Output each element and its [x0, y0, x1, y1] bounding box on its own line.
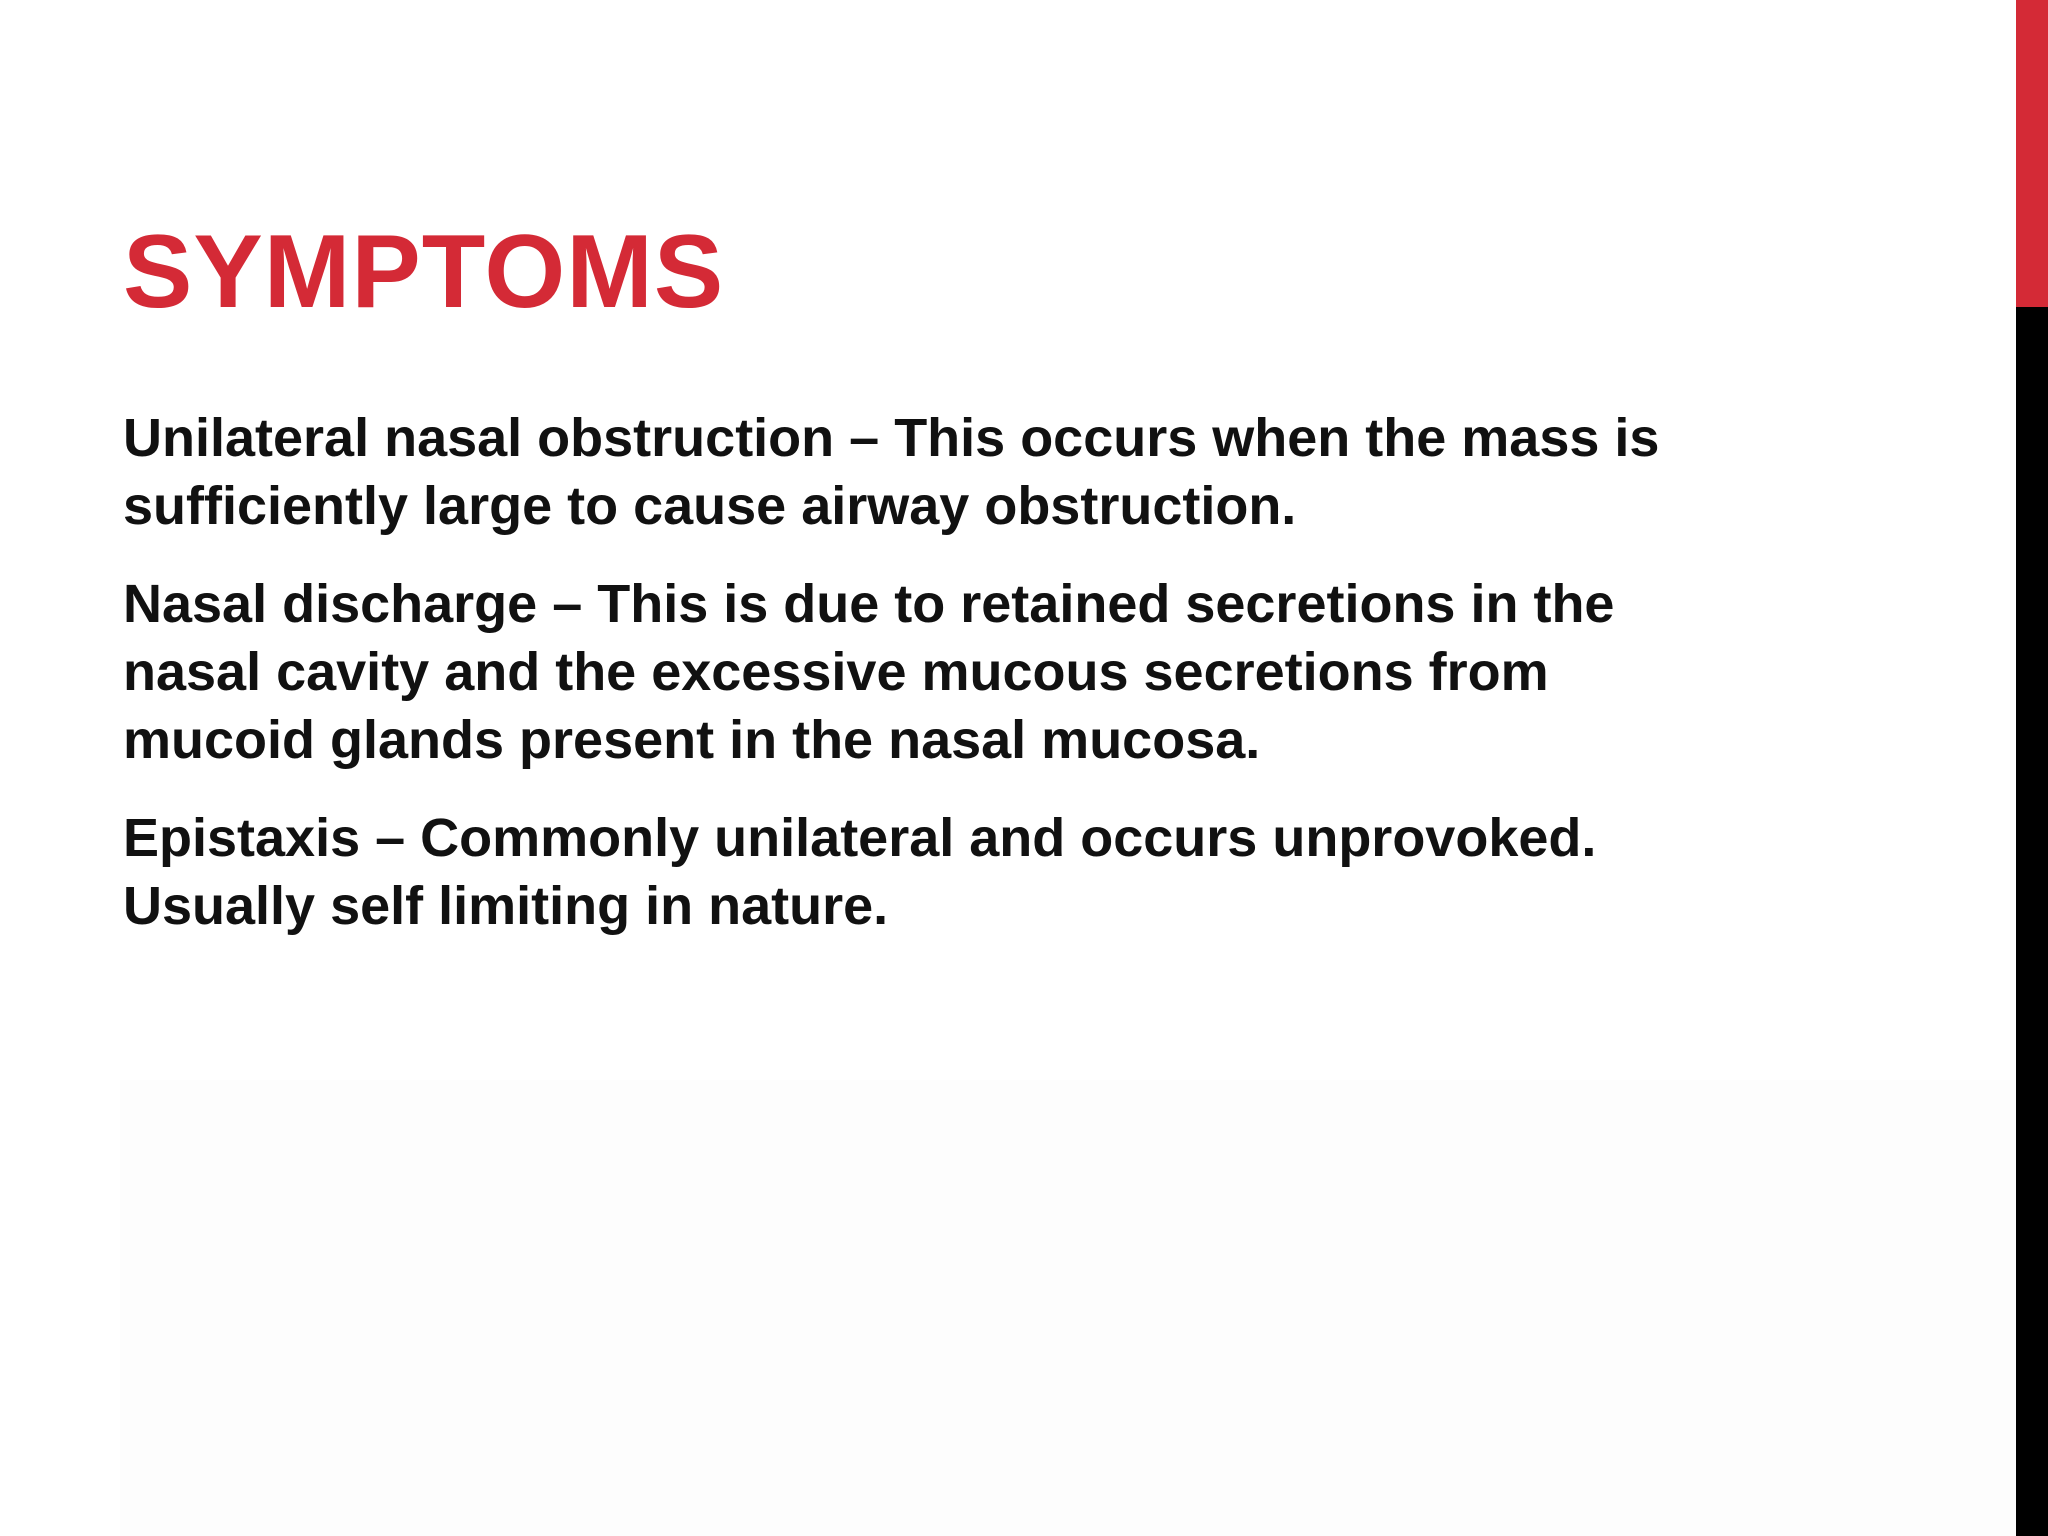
paragraph-unilateral-nasal-obstruction: Unilateral nasal obstruction – This occurs when the mass is sufficiently large to cause airway obstruction. — [123, 408, 1660, 536]
slide-body — [123, 404, 1973, 970]
accent-bar-black — [2016, 307, 2048, 1536]
paragraph-epistaxis: Epistaxis – Commonly unilateral and occurs unprovoked. Usually self limiting in nature. — [123, 808, 1597, 936]
accent-bar-red — [2016, 0, 2048, 307]
background-panel — [120, 1080, 2020, 1536]
paragraph-nasal-discharge: Nasal discharge – This is due to retained secretions in the nasal cavity and the excessive mucous secretions from mucoid glands present in the nasal mucosa. — [123, 574, 1615, 770]
slide-title: SYMPTOMS — [123, 214, 725, 330]
